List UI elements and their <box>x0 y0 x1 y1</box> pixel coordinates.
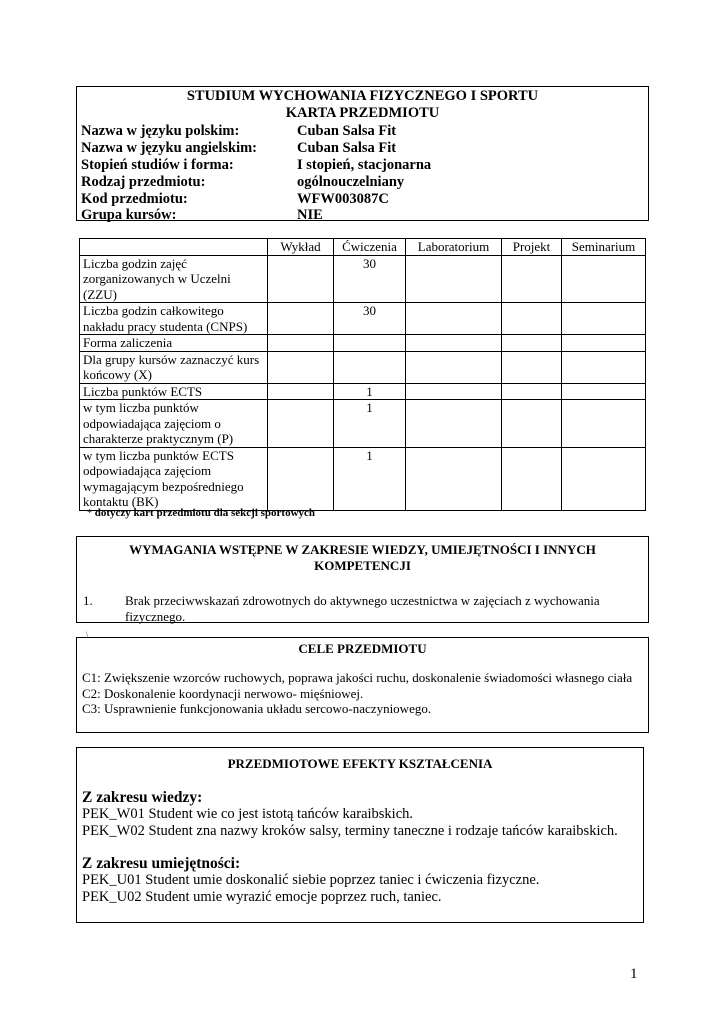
requirements-box <box>76 536 649 623</box>
goals-title: CELE PRZEDMIOTU <box>298 641 427 656</box>
table-cell <box>502 400 562 448</box>
header-row-name-pl <box>81 123 397 140</box>
table-cell <box>268 383 334 400</box>
table-cell <box>406 383 502 400</box>
header-row-level <box>81 157 432 174</box>
goals-box <box>76 637 649 733</box>
header-value: I stopień, stacjonarna <box>297 157 432 173</box>
header-label: Kod przedmiotu: <box>81 191 188 207</box>
column-header: Projekt <box>502 239 562 256</box>
header-label: Stopień studiów i forma: <box>81 157 234 173</box>
header-value: ogólnouczelniany <box>297 174 405 190</box>
table-cell: 30 <box>334 255 406 303</box>
table-cell <box>406 255 502 303</box>
table-row <box>80 351 646 383</box>
table-cell <box>268 351 334 383</box>
table-cell <box>268 303 334 335</box>
table-cell <box>502 351 562 383</box>
table-cell <box>562 335 646 352</box>
row-label: w tym liczba punktów ECTS odpowiadająca zajęciom wymagającym bezpośredniego kontaktu (BK) <box>80 447 268 510</box>
outcome-item: PEK_W02 Student zna nazwy kroków salsy, terminy taneczne i rodzaje tańców karaibskich. <box>82 823 618 839</box>
table-cell <box>502 447 562 510</box>
item-number: 1. <box>83 593 93 608</box>
header-row-group <box>81 207 323 224</box>
table-cell <box>268 335 334 352</box>
table-header-row <box>80 239 646 256</box>
column-header: Ćwiczenia <box>334 239 406 256</box>
table-cell <box>406 335 502 352</box>
outcomes-box <box>76 747 644 923</box>
table-cell: 1 <box>334 400 406 448</box>
table-cell <box>562 447 646 510</box>
goal-item: C1: Zwiększenie wzorców ruchowych, poprawa jakości ruchu, doskonalenie świadomości własnego ciała <box>82 670 633 685</box>
table-footnote <box>87 507 315 519</box>
row-label: Dla grupy kursów zaznaczyć kurs końcowy (X) <box>80 351 268 383</box>
table-row <box>80 303 646 335</box>
goals-list <box>82 670 644 717</box>
table-cell: 30 <box>334 303 406 335</box>
table-cell <box>268 400 334 448</box>
outcomes-title: PRZEDMIOTOWE EFEKTY KSZTAŁCENIA <box>227 756 493 771</box>
page-number: 1 <box>630 966 638 982</box>
outcome-item: PEK_U01 Student umie doskonalić siebie poprzez taniec i ćwiczenia fizyczne. <box>82 872 540 888</box>
header-label: Rodzaj przedmiotu: <box>81 174 206 190</box>
table-cell <box>334 351 406 383</box>
column-header: Laboratorium <box>406 239 502 256</box>
table-cell <box>502 335 562 352</box>
table-row <box>80 335 646 352</box>
row-label: Liczba punktów ECTS <box>80 383 268 400</box>
goal-item: C2: Doskonalenie koordynacji nerwowo- mięśniowej. <box>82 685 364 701</box>
skills-section <box>82 855 642 906</box>
table-cell <box>502 383 562 400</box>
header-value: WFW003087C <box>297 191 389 207</box>
table-row <box>80 447 646 510</box>
header-value: NIE <box>297 207 323 223</box>
row-label: Liczba godzin całkowitego nakładu pracy studenta (CNPS) <box>80 303 268 335</box>
hours-table <box>79 238 646 511</box>
header-value: Cuban Salsa Fit <box>297 140 397 156</box>
header-value: Cuban Salsa Fit <box>297 123 397 139</box>
table-cell <box>562 255 646 303</box>
table-cell <box>562 351 646 383</box>
table-cell <box>406 447 502 510</box>
header-row-name-en <box>81 140 397 157</box>
table-cell <box>502 255 562 303</box>
knowledge-section <box>82 789 642 840</box>
table-cell <box>406 351 502 383</box>
item-text: Brak przeciwwskazań zdrowotnych do aktywnego uczestnictwa w zajęciach z wychowania fizycznego. <box>125 593 600 624</box>
table-cell: 1 <box>334 447 406 510</box>
footnote-star: * <box>87 508 92 519</box>
table-cell <box>562 303 646 335</box>
header-label: Nazwa w języku polskim: <box>81 123 240 139</box>
goal-item: C3: Usprawnienie funkcjonowania układu sercowo-naczyniowego. <box>82 701 432 716</box>
knowledge-heading: Z zakresu wiedzy: <box>82 789 203 806</box>
header-row-type <box>81 174 405 191</box>
column-header <box>80 239 268 256</box>
outcome-item: PEK_W01 Student wie co jest istotą tańców karaibskich. <box>82 806 414 822</box>
table-cell <box>502 303 562 335</box>
stray-mark: \ <box>86 630 89 640</box>
header-label: Nazwa w języku angielskim: <box>81 140 258 156</box>
header-title-2: KARTA PRZEDMIOTU <box>285 105 440 121</box>
row-label: w tym liczba punktów odpowiadająca zajęciom o charakterze praktycznym (P) <box>80 400 268 448</box>
table-cell <box>268 255 334 303</box>
course-header-box <box>76 86 649 221</box>
table-row <box>80 383 646 400</box>
table-row <box>80 400 646 448</box>
table-cell <box>406 303 502 335</box>
table-cell <box>562 400 646 448</box>
table-cell <box>406 400 502 448</box>
row-label: Liczba godzin zajęć zorganizowanych w Uczelni (ZZU) <box>80 255 268 303</box>
footnote-text: dotyczy kart przedmiotu dla sekcji sportowych <box>92 507 316 519</box>
requirements-item <box>83 593 643 624</box>
table-cell: 1 <box>334 383 406 400</box>
column-header: Seminarium <box>562 239 646 256</box>
table-cell <box>334 335 406 352</box>
header-row-code <box>81 191 389 208</box>
row-label: Forma zaliczenia <box>80 335 268 352</box>
skills-heading: Z zakresu umiejętności: <box>82 855 241 872</box>
table-cell <box>268 447 334 510</box>
column-header: Wykład <box>268 239 334 256</box>
header-title-1: STUDIUM WYCHOWANIA FIZYCZNEGO I SPORTU <box>186 88 539 104</box>
table-row <box>80 255 646 303</box>
table-cell <box>562 383 646 400</box>
outcome-item: PEK_U02 Student umie wyrazić emocje poprzez ruch, taniec. <box>82 889 442 905</box>
header-label: Grupa kursów: <box>81 207 177 223</box>
requirements-title: WYMAGANIA WSTĘPNE W ZAKRESIE WIEDZY, UMIEJĘTNOŚCI I INNYCH KOMPETENCJI <box>129 542 596 573</box>
